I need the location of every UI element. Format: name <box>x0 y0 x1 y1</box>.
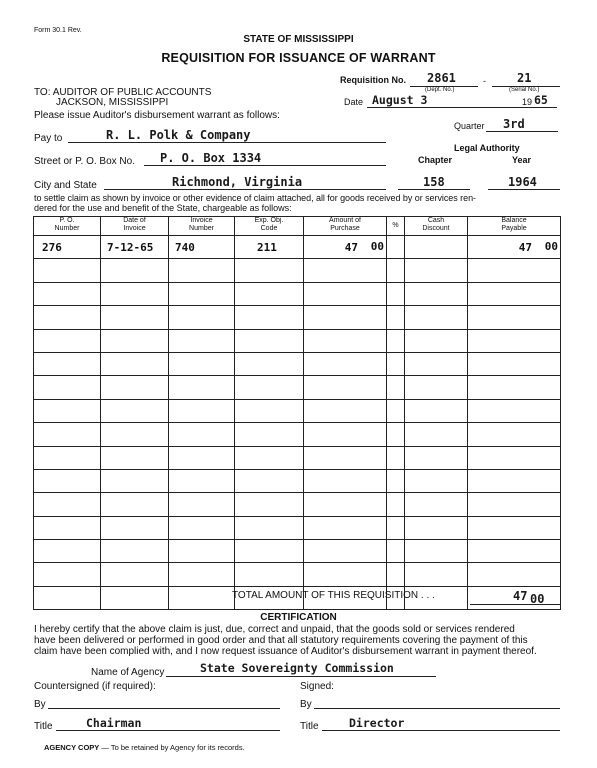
discount-cell <box>405 236 468 259</box>
year-line <box>488 189 560 190</box>
percent-cell <box>387 236 405 259</box>
table-row <box>34 563 561 586</box>
header-exp-code: Exp. Obj. Code <box>235 217 304 236</box>
date-label: Date <box>344 97 364 107</box>
table-header-row <box>34 217 561 236</box>
table-row <box>34 423 561 446</box>
countersigned-label: Countersigned (if required): <box>34 681 156 692</box>
pay-to-label: Pay to <box>34 133 63 144</box>
year-prefix: 19 <box>522 97 533 107</box>
by-label-right: By <box>300 699 312 710</box>
po-number-cell: 276 <box>34 236 101 259</box>
instruction-text: Please issue Auditor's disbursement warrant as follows: <box>34 110 280 121</box>
by-line-left <box>48 708 280 709</box>
header-invoice-date: Date of Invoice <box>101 217 169 236</box>
certification-heading: CERTIFICATION <box>260 612 337 623</box>
year-label: Year <box>512 155 532 165</box>
header-amount: Amount of Purchase <box>304 217 387 236</box>
dept-no-value: 2861 <box>427 71 456 85</box>
street-label: Street or P. O. Box No. <box>34 156 135 167</box>
year-suffix: 65 <box>534 93 548 107</box>
table-row <box>34 376 561 399</box>
certification-line3: claim have been complied with, and I now request issuance of Auditor's disbursement warrant in payment thereof. <box>34 646 537 657</box>
table-row <box>34 259 561 282</box>
table-row <box>34 352 561 375</box>
date-value: August 3 <box>372 93 428 107</box>
invoice-date-cell: 7-12-65 <box>101 236 169 259</box>
table-row <box>34 540 561 563</box>
exp-code-cell: 211 <box>235 236 304 259</box>
amount-cents: 00 <box>370 240 384 253</box>
form-title: REQUISITION FOR ISSUANCE OF WARRANT <box>161 51 436 65</box>
balance-cents: 00 <box>544 240 558 253</box>
agency-value: State Sovereignty Commission <box>200 661 394 675</box>
agency-line <box>166 676 436 677</box>
title-line-left <box>56 730 280 731</box>
table-row <box>34 399 561 422</box>
city-label: City and State <box>34 180 97 191</box>
legal-authority-heading: Legal Authority <box>454 143 520 153</box>
settle-text-line2: dered for the use and benefit of the State, chargeable as follows: <box>34 203 292 213</box>
table-row <box>34 282 561 305</box>
title-value-left: Chairman <box>86 716 142 730</box>
quarter-value: 3rd <box>503 117 525 131</box>
amount-dollars: 47 <box>344 240 358 254</box>
city-line <box>104 189 386 190</box>
street-line <box>144 165 386 166</box>
settle-text-line1: to settle claim as shown by invoice or other evidence of claim attached, all for goods received by or services ren- <box>34 193 476 203</box>
requisition-dash: - <box>483 76 486 86</box>
form-number: Form 30.1 Rev. <box>34 27 82 34</box>
legal-year-value: 1964 <box>508 175 537 189</box>
table-row <box>34 306 561 329</box>
footer-note <box>44 743 245 752</box>
header-percent: % <box>387 217 405 236</box>
table-row <box>34 446 561 469</box>
table-row <box>34 493 561 516</box>
serial-no-value: 21 <box>517 71 532 85</box>
header-invoice-number: Invoice Number <box>169 217 235 236</box>
addressee-line1: TO: AUDITOR OF PUBLIC ACCOUNTS <box>34 87 212 98</box>
claims-table <box>33 216 561 610</box>
footer-rest: — To be retained by Agency for its records. <box>99 743 245 752</box>
quarter-line <box>486 131 558 132</box>
total-label: TOTAL AMOUNT OF THIS REQUISITION . . . <box>232 590 435 601</box>
header-cash-discount: Cash Discount <box>405 217 468 236</box>
total-line <box>470 604 560 605</box>
title-label-left: Title <box>34 721 53 732</box>
invoice-number-cell: 740 <box>169 236 235 259</box>
date-line <box>367 107 557 108</box>
total-dollars: 47 <box>513 589 528 603</box>
signed-label: Signed: <box>300 681 334 692</box>
pay-to-line <box>68 142 386 143</box>
chapter-value: 158 <box>423 175 445 189</box>
balance-cell <box>468 236 561 259</box>
state-heading: STATE OF MISSISSIPPI <box>243 34 354 45</box>
requisition-label: Requisition No. <box>340 75 406 85</box>
table-row <box>34 469 561 492</box>
chapter-line <box>398 189 470 190</box>
street-value: P. O. Box 1334 <box>160 151 262 165</box>
serial-no-caption: (Serial No.) <box>509 87 540 93</box>
quarter-label: Quarter <box>454 121 485 131</box>
title-label-right: Title <box>300 721 319 732</box>
agency-label: Name of Agency <box>91 667 165 678</box>
certification-line1: I hereby certify that the above claim is just, due, correct and unpaid, that the goods sold or services rendered <box>34 624 515 635</box>
pay-to-value: R. L. Polk & Company <box>106 128 251 142</box>
title-value-right: Director <box>349 716 405 730</box>
table-row <box>34 329 561 352</box>
footer-bold: AGENCY COPY <box>44 743 100 752</box>
chapter-label: Chapter <box>418 155 453 165</box>
header-balance: Balance Payable <box>468 217 561 236</box>
by-label-left: By <box>34 699 46 710</box>
header-po-number: P. O. Number <box>34 217 101 236</box>
table-row <box>34 516 561 539</box>
addressee-line2: JACKSON, MISSISSIPPI <box>56 97 169 108</box>
amount-cell <box>304 236 387 259</box>
balance-dollars: 47 <box>518 240 532 254</box>
title-line-right <box>322 730 560 731</box>
by-line-right <box>314 708 560 709</box>
dept-no-caption: (Dept. No.) <box>425 87 455 93</box>
certification-line2: have been delivered or performed in good order and that all statutory requirements covering the payment of this <box>34 635 528 646</box>
total-cents: 00 <box>530 592 545 606</box>
table-row <box>34 236 561 259</box>
city-value: Richmond, Virginia <box>172 175 303 189</box>
